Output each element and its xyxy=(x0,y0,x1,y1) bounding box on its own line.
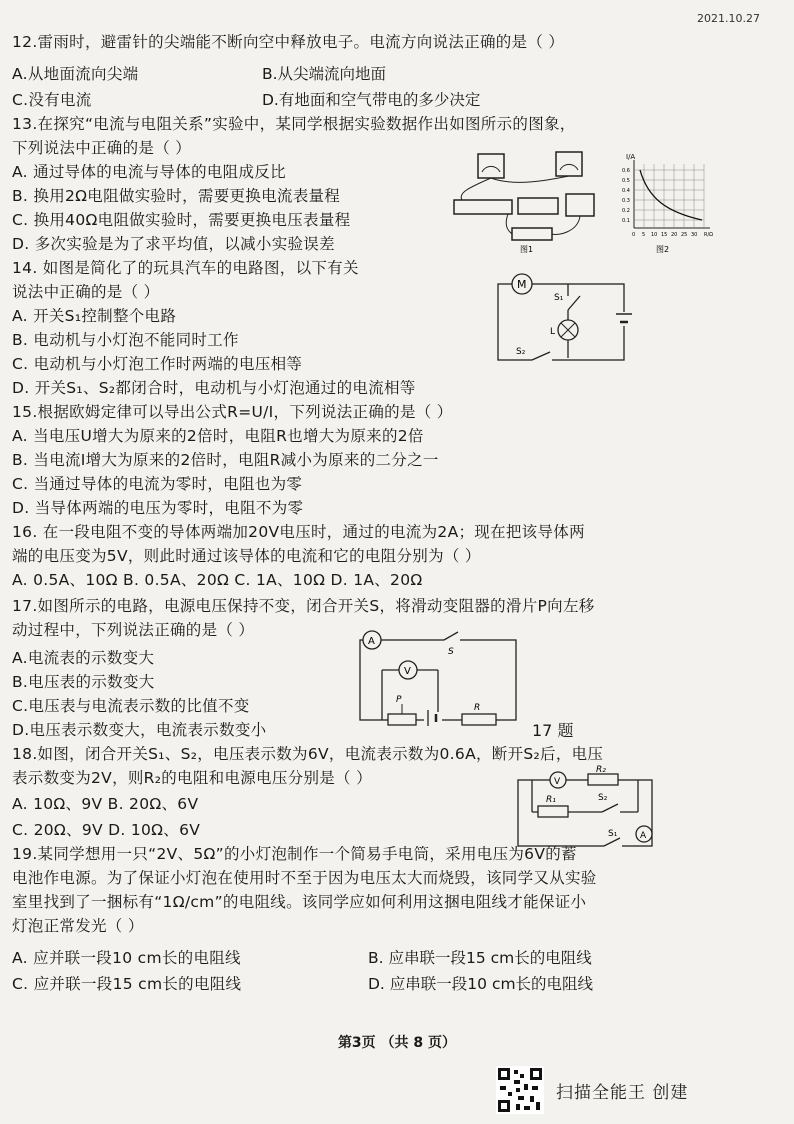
q14-stem-2: 说法中正确的是（ ） xyxy=(12,283,160,301)
fig18-voltmeter-label: V xyxy=(554,777,561,787)
fig2-xtick: 0 xyxy=(632,232,636,238)
q17-opt-c: C.电压表与电流表示数的比值不变 xyxy=(12,697,250,715)
q14-opt-d: D. 开关S₁、S₂都闭合时，电动机与小灯泡通过的电流相等 xyxy=(12,379,416,397)
q18-opt-ab: A. 10Ω、9V B. 20Ω、6V xyxy=(12,795,199,813)
q14-stem-1: 14. 如图是简化了的玩具汽车的电路图，以下有关 xyxy=(12,259,359,277)
fig2-caption: 图2 xyxy=(656,245,670,254)
q12-opt-a: A.从地面流向尖端 xyxy=(12,65,139,83)
fig18-r1-label: R₁ xyxy=(546,795,556,805)
q14-opt-b: B. 电动机与小灯泡不能同时工作 xyxy=(12,331,239,349)
fig2-ytick: 0.5 xyxy=(622,178,630,184)
fig2-ytick: 0.1 xyxy=(622,218,630,224)
date-stamp: 2021.10.27 xyxy=(697,12,760,25)
fig2-xtick: 20 xyxy=(671,232,678,238)
fig2-xtick: 15 xyxy=(661,232,668,238)
q15-opt-c: C. 当通过导体的电流为零时，电阻也为零 xyxy=(12,475,303,493)
q19-stem-2: 电池作电源。为了保证小灯泡在使用时不至于因为电压太大而烧毁，该同学又从实验 xyxy=(12,869,597,887)
q13-stem-2: 下列说法中正确的是（ ） xyxy=(12,139,192,157)
q19-opt-c: C. 应并联一段15 cm长的电阻线 xyxy=(12,975,242,993)
fig2-xtick: 25 xyxy=(681,232,688,238)
q19-opt-a: A. 应并联一段10 cm长的电阻线 xyxy=(12,949,241,967)
q18-stem-1: 18.如图，闭合开关S₁、S₂，电压表示数为6V，电流表示数为0.6A，断开S₂后，电压 xyxy=(12,745,604,763)
q14-circuit xyxy=(496,272,646,364)
fig18-r2-label: R₂ xyxy=(596,765,606,775)
fig2-xtick: 5 xyxy=(642,232,646,238)
q19-stem-4: 灯泡正常发光（ ） xyxy=(12,917,144,935)
switch-label: S xyxy=(448,647,454,657)
fig2-ytick: 0.2 xyxy=(622,208,630,214)
fig2-xlabel: R/Ω xyxy=(704,232,713,238)
slider-label: P xyxy=(396,695,402,705)
fig2-ytick: 0.4 xyxy=(622,188,630,194)
q18-opt-cd: C. 20Ω、9V D. 10Ω、6V xyxy=(12,821,201,839)
lamp-label: L xyxy=(550,327,556,337)
q13-opt-c: C. 换用40Ω电阻做实验时，需要更换电压表量程 xyxy=(12,211,351,229)
q16-stem-2: 端的电压变为5V，则此时通过该导体的电流和它的电阻分别为（ ） xyxy=(12,547,481,565)
voltmeter-label: V xyxy=(404,666,411,677)
scanner-brand: 扫描全能王 创建 xyxy=(556,1083,689,1103)
q15-opt-b: B. 当电流I增大为原来的2倍时，电阻R减小为原来的二分之一 xyxy=(12,451,439,469)
q14-opt-c: C. 电动机与小灯泡工作时两端的电压相等 xyxy=(12,355,303,373)
q16-stem-1: 16. 在一段电阻不变的导体两端加20V电压时，通过的电流为2A；现在把该导体两 xyxy=(12,523,585,541)
page-number: 第3页 （共 8 页） xyxy=(337,1035,457,1051)
q19-opt-b: B. 应串联一段15 cm长的电阻线 xyxy=(368,949,592,967)
fig2-xtick: 10 xyxy=(651,232,658,238)
s2-label: S₂ xyxy=(516,347,526,357)
q13-figure-1 xyxy=(448,148,608,256)
q15-opt-d: D. 当导体两端的电压为零时，电阻不为零 xyxy=(12,499,304,517)
fig2-ylabel: I/A xyxy=(626,153,636,161)
q19-stem-1: 19.某同学想用一只“2V、5Ω”的小灯泡制作一个简易手电筒，采用电压为6V的蓄 xyxy=(12,845,577,863)
q13-opt-a: A. 通过导体的电流与导体的电阻成反比 xyxy=(12,163,286,181)
q19-opt-d: D. 应串联一段10 cm长的电阻线 xyxy=(368,975,594,993)
s1-label: S₁ xyxy=(554,293,564,303)
fig2-xtick: 30 xyxy=(691,232,698,238)
q13-stem-1: 13.在探究“电流与电阻关系”实验中，某同学根据实验数据作出如图所示的图象， xyxy=(12,115,576,133)
q17-opt-a: A.电流表的示数变大 xyxy=(12,649,155,667)
q13-opt-d: D. 多次实验是为了求平均值，以减小实验误差 xyxy=(12,235,335,253)
fig2-ytick: 0.6 xyxy=(622,168,630,174)
q17-figure-label: 17 题 xyxy=(532,721,574,740)
q13-opt-b: B. 换用2Ω电阻做实验时，需要更换电流表量程 xyxy=(12,187,341,205)
qr-code-icon xyxy=(496,1066,544,1114)
q15-stem: 15.根据欧姆定律可以导出公式R=U/I，下列说法正确的是（ ） xyxy=(12,403,453,421)
q17-opt-d: D.电压表示数变大，电流表示数变小 xyxy=(12,721,267,739)
fig18-ammeter-label: A xyxy=(640,831,647,841)
q19-stem-3: 室里找到了一捆标有“1Ω/cm”的电阻线。该同学应如何利用这捆电阻线才能保证小 xyxy=(12,893,587,911)
fig1-caption: 图1 xyxy=(520,245,534,254)
q14-opt-a: A. 开关S₁控制整个电路 xyxy=(12,307,177,325)
ammeter-label: A xyxy=(368,636,375,647)
q17-opt-b: B.电压表的示数变大 xyxy=(12,673,155,691)
q17-stem-1: 17.如图所示的电路，电源电压保持不变，闭合开关S，将滑动变阻器的滑片P向左移 xyxy=(12,597,595,615)
fig18-s2-label: S₂ xyxy=(598,793,608,803)
motor-label: M xyxy=(517,278,527,291)
resistor-label: R xyxy=(474,703,481,713)
q12-opt-b: B.从尖端流向地面 xyxy=(262,65,387,83)
fig2-ytick: 0.3 xyxy=(622,198,630,204)
q12-opt-d: D.有地面和空气带电的多少决定 xyxy=(262,91,481,109)
q16-options: A. 0.5A、10Ω B. 0.5A、20Ω C. 1A、10Ω D. 1A、20Ω xyxy=(12,571,423,589)
q18-circuit xyxy=(512,764,662,854)
q17-circuit xyxy=(352,630,522,726)
q15-opt-a: A. 当电压U增大为原来的2倍时，电阻R也增大为原来的2倍 xyxy=(12,427,424,445)
q13-figure-2 xyxy=(618,150,720,256)
q12-opt-c: C.没有电流 xyxy=(12,91,92,109)
fig18-s1-label: S₁ xyxy=(608,829,618,839)
q12-stem: 12.雷雨时，避雷针的尖端能不断向空中释放电子。电流方向说法正确的是（ ） xyxy=(12,33,565,51)
q18-stem-2: 表示数变为2V，则R₂的电阻和电源电压分别是（ ） xyxy=(12,769,372,787)
q17-stem-2: 动过程中，下列说法正确的是（ ） xyxy=(12,621,255,639)
